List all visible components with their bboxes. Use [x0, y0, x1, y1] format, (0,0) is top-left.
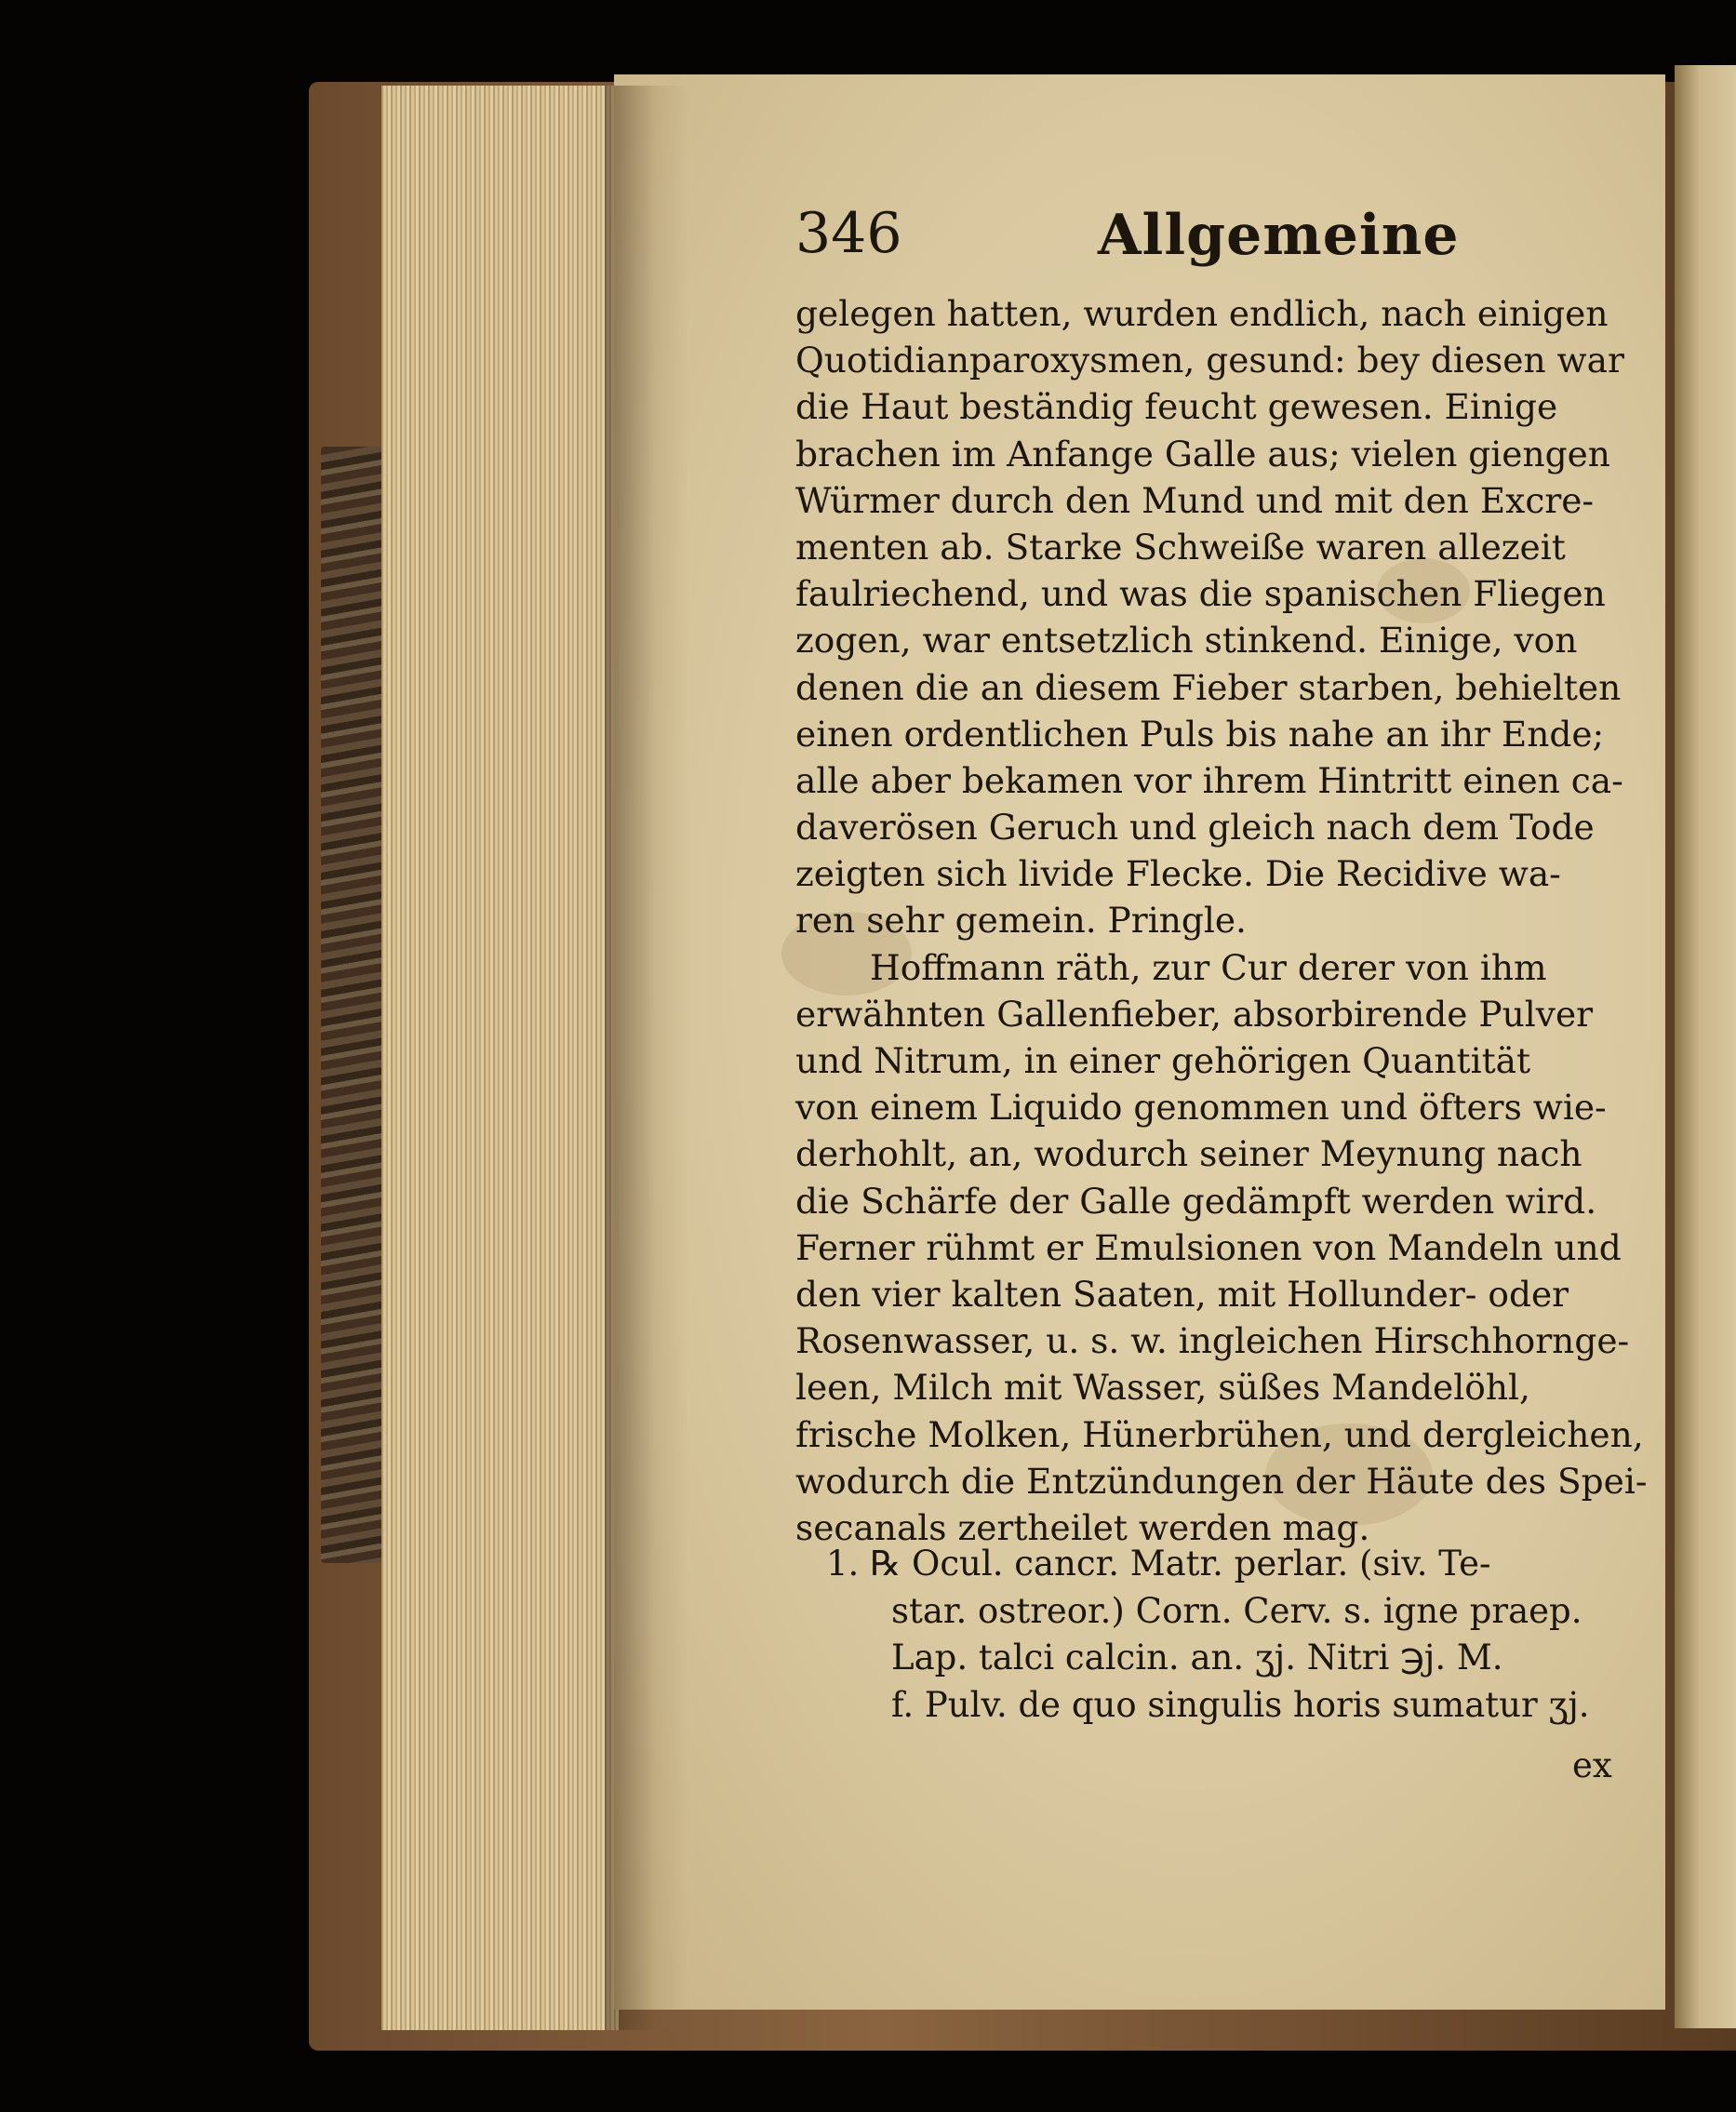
prescription-line: 1. ℞ Ocul. cancr. Matr. perlar. (siv. Te- — [826, 1544, 1491, 1584]
text-line: ren sehr gemein. Pringle. — [795, 900, 1247, 942]
catchword: ex — [1572, 1745, 1612, 1785]
text-line: einen ordentlichen Puls bis nahe an ihr Ende; — [795, 713, 1605, 755]
running-head: Allgemeine — [1098, 203, 1460, 268]
page-gutter-shadow — [605, 86, 688, 2030]
prescription-block — [826, 1541, 1645, 1729]
text-line: gelegen hatten, wurden endlich, nach einigen — [795, 293, 1609, 334]
page-number: 346 — [795, 201, 902, 266]
text-line: secanals zertheilet werden mag. — [795, 1506, 1370, 1548]
prescription-line: f. Pulv. de quo singulis horis sumatur ʒj. — [891, 1684, 1590, 1725]
text-line: daverösen Geruch und gleich nach dem Tode — [795, 807, 1595, 849]
text-line: alle aber bekamen vor ihrem Hintritt einen ca- — [795, 759, 1623, 801]
text-line: derhohlt, an, wodurch seiner Meynung nach — [795, 1133, 1582, 1175]
text-line: von einem Liquido genommen und öfters wie- — [795, 1087, 1607, 1129]
text-line: zogen, war entsetzlich stinkend. Einige, von — [795, 620, 1578, 662]
text-line: den vier kalten Saaten, mit Hollunder- oder — [795, 1273, 1569, 1315]
page-edges — [381, 86, 619, 2030]
prescription-line: star. ostreor.) Corn. Cerv. s. igne praep. — [891, 1590, 1582, 1631]
text-line: menten ab. Starke Schweiße waren allezeit — [795, 526, 1566, 568]
facing-page-edge — [1675, 65, 1736, 2028]
text-line: faulriechend, und was die spanischen Fliegen — [795, 573, 1606, 615]
text-line: die Schärfe der Galle gedämpft werden wird. — [795, 1180, 1597, 1222]
text-line: Ferner rühmt er Emulsionen von Mandeln und — [795, 1226, 1622, 1268]
text-line: denen die an diesem Fieber starben, behielten — [795, 666, 1622, 708]
marbled-binding — [321, 447, 386, 1563]
text-line: leen, Milch mit Wasser, süßes Mandelöhl, — [795, 1367, 1530, 1409]
text-line: Rosenwasser, u. s. w. ingleichen Hirschhornge- — [795, 1320, 1630, 1362]
text-line: frische Molken, Hünerbrühen, und dergleichen, — [795, 1413, 1644, 1455]
text-line: brachen im Anfange Galle aus; vielen giengen — [795, 433, 1610, 475]
text-line: Würmer durch den Mund und mit den Excre- — [795, 479, 1595, 521]
text-line: erwähnten Gallenfieber, absorbirende Pulver — [795, 993, 1594, 1035]
prescription-line: Lap. talci calcin. an. ʒj. Nitri ℈j. M. — [891, 1637, 1503, 1678]
text-line: zeigten sich livide Flecke. Die Recidive wa- — [795, 853, 1561, 895]
text-line: Hoffmann räth, zur Cur derer von ihm — [870, 946, 1547, 988]
text-line: wodurch die Entzündungen der Häute des Spei- — [795, 1460, 1648, 1502]
body-text — [795, 290, 1648, 1551]
text-line: Quotidianparoxysmen, gesund: bey diesen war — [795, 340, 1624, 381]
text-line: und Nitrum, in einer gehörigen Quantität — [795, 1040, 1531, 1081]
text-line: die Haut beständig feucht gewesen. Einige — [795, 386, 1558, 428]
